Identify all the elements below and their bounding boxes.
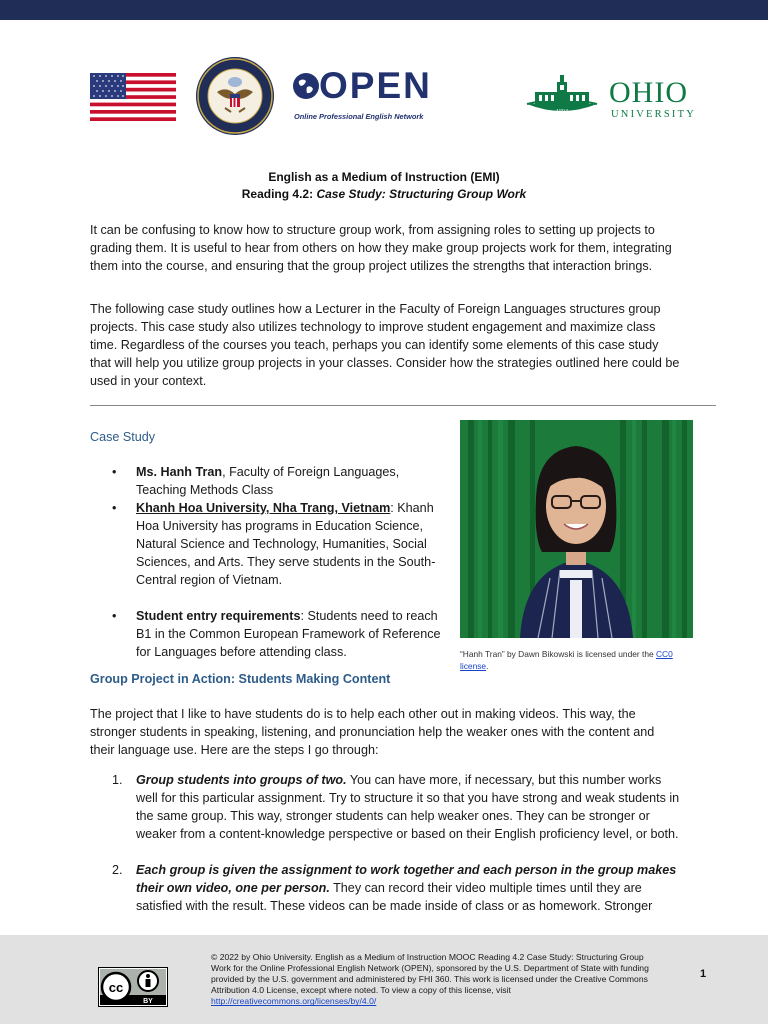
intro-paragraph-1: It can be confusing to know how to structure group work, from assigning roles to setting up projects to grading them. It is useful to hear from others on how they make group projects work for them, integrating them into the course, and ensuring that the group project utilizes the strengths that interaction brings. bbox=[90, 223, 672, 273]
step-text: They can record their video multiple times until they are satisfied with the result. These videos can be made inside of class or as homework. Stronger bbox=[136, 881, 653, 913]
case-study-bullets bbox=[112, 463, 448, 661]
department-of-state-seal bbox=[195, 56, 275, 136]
ohio-logo-subtext: UNIVERSITY bbox=[611, 109, 696, 120]
step-text: You can have more, if necessary, but this number works well for this particular assignment. Try to structure it so that you have strong and weak students in the same group. This way, stronger students can help weaker ones. They can be stronger or weaker from a content-knowledge perspective or based on their English proficiency level, or both. bbox=[136, 773, 680, 841]
step-bold: Group students into groups of two. bbox=[136, 773, 347, 787]
license-link[interactable]: http://creativecommons.org/licenses/by/4.0/ bbox=[211, 996, 377, 1007]
bullet-text: , Faculty of Foreign Languages, Teaching Methods Class bbox=[136, 465, 400, 497]
globe-icon bbox=[292, 72, 320, 100]
creative-commons-by-badge bbox=[98, 967, 168, 1007]
subtitle-prefix: Reading 4.2: bbox=[241, 187, 317, 201]
top-banner-bar bbox=[0, 0, 768, 20]
license-text: © 2022 by Ohio University. English as a Medium of Instruction MOOC Reading 4.2 Case Study: Structuring Group Work for the Online Professional English Network (OPEN), sponsored by the U.S. Department of State with funding provided by the U.S. government and administered by FHI 360. This work is licensed under the Creative Commons Attribution 4.0 License, except where noted. To view a copy of this license, visit bbox=[211, 952, 649, 996]
bullet-bold: Ms. Hanh Tran bbox=[136, 465, 223, 479]
ohio-year-label: 1804 bbox=[556, 109, 568, 115]
group-project-heading: Group Project in Action: Students Making Content bbox=[90, 672, 391, 686]
caption-end: . bbox=[486, 661, 489, 671]
caption-text: “Hanh Tran” by Dawn Bikowski is licensed under the bbox=[460, 649, 656, 659]
ohio-logo-text: OHIO bbox=[609, 76, 688, 109]
open-logo bbox=[292, 65, 432, 122]
steps-list bbox=[112, 771, 682, 915]
page-footer bbox=[0, 935, 768, 1024]
photo-caption bbox=[460, 648, 696, 672]
bullet-item bbox=[112, 463, 448, 499]
us-flag-logo bbox=[90, 73, 176, 121]
open-logo-text: OPEN bbox=[319, 65, 432, 106]
open-logo-tagline: Online Professional English Network bbox=[294, 112, 424, 121]
bullet-text: : Khanh Hoa University has programs in Education Science, Natural Science and Technology, Humanities, Social Sciences, and Arts. They serve students in the South-Central region of Vietnam. bbox=[136, 501, 436, 587]
svg-text:cc: cc bbox=[108, 980, 124, 995]
step-item bbox=[112, 771, 682, 843]
page-number: 1 bbox=[700, 968, 707, 980]
ohio-building-icon bbox=[525, 74, 599, 118]
document-title: English as a Medium of Instruction (EMI) bbox=[268, 170, 500, 184]
subtitle-italic: Case Study: Structuring Group Work bbox=[316, 187, 527, 201]
document-subtitle bbox=[0, 187, 768, 201]
bullet-item bbox=[112, 499, 448, 589]
group-project-paragraph: The project that I like to have students do is to help each other out in making videos. This way, the stronger students in speaking, listening, and pronunciation help the weaker ones with the content and their language use. Here are the steps I go through: bbox=[90, 707, 655, 757]
cc0-license-link[interactable]: CC0 license bbox=[460, 649, 673, 671]
ohio-university-logo bbox=[525, 72, 710, 122]
footer-license-text bbox=[211, 952, 661, 1007]
section-divider bbox=[90, 405, 716, 406]
cc-by-label: BY bbox=[143, 998, 153, 1005]
step-item bbox=[112, 861, 682, 915]
bullet-bold: Student entry requirements bbox=[136, 609, 301, 623]
portrait-photo bbox=[460, 420, 693, 638]
step-number: 2. bbox=[112, 863, 123, 877]
case-study-heading: Case Study bbox=[90, 430, 156, 444]
bullet-text: : Students need to reach B1 in the Common European Framework of Reference for Languages before attending class. bbox=[136, 609, 441, 659]
step-number: 1. bbox=[112, 773, 123, 787]
intro-paragraph-2: The following case study outlines how a Lecturer in the Faculty of Foreign Languages structures group projects. This case study also utilizes technology to improve student engagement and maximize class time. Regardless of the courses you teach, perhaps you can identify some elements of this case study that will help you utilize group projects in your classes. Consider how the strategies outlined here could be used in your context. bbox=[90, 302, 680, 388]
step-bold: Each group is given the assignment to work together and each person in the group makes their own video, one per person. bbox=[136, 863, 677, 895]
bullet-bold-link[interactable]: Khanh Hoa University, Nha Trang, Vietnam bbox=[136, 501, 391, 515]
bullet-item bbox=[112, 607, 448, 661]
